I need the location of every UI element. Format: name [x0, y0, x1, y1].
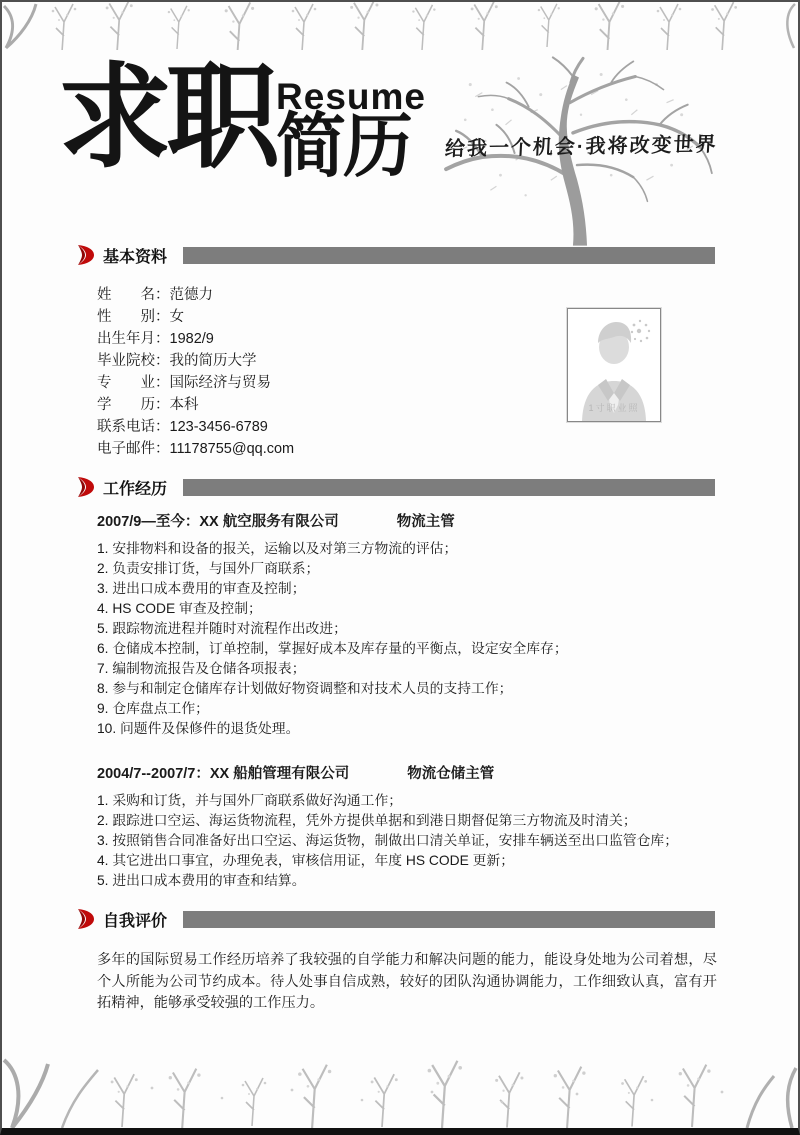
job-duty-item: 4. 其它进出口事宜，办理免表，审核信用证，年度 HS CODE 更新； [97, 853, 514, 868]
info-label: 学 历： [97, 397, 170, 413]
section-bar [183, 911, 715, 928]
red-arrow-icon [75, 476, 95, 498]
self-evaluation-text: 多年的国际贸易工作经历培养了我较强的自学能力和解决问题的能力，能设身处地为公司着想，尽个人所能为公司节约成本。待人处事自信成熟，较好的团队沟通协调能力，工作细致认真，富有开拓精神，能够承受较强的工作压力。 [97, 952, 717, 1011]
info-value: 本科 [169, 397, 199, 413]
info-row [97, 354, 294, 369]
job-duty-item: 4. HS CODE 审查及控制； [97, 601, 262, 616]
basic-info-list [97, 288, 294, 464]
info-label: 毕业院校： [97, 353, 170, 369]
section-header-work-experience [75, 476, 715, 498]
job-heading [97, 762, 737, 783]
job-heading [97, 510, 737, 531]
title-en: Resume [276, 76, 426, 117]
job-role: 物流仓储主管 [407, 766, 495, 782]
info-value: 123-3456-6789 [169, 419, 268, 435]
info-label: 专 业： [97, 375, 170, 391]
job-duty-item: 6. 仓储成本控制，订单控制，掌握好成本及库存量的平衡点，设定安全库存； [97, 641, 568, 656]
info-row [97, 442, 294, 457]
info-value: 1982/9 [169, 331, 214, 347]
info-value: 我的简历大学 [169, 353, 257, 369]
slogan-calligraphy: 给我一个机会·我将改变世界 [444, 133, 719, 161]
job-duty-item: 1. 安排物料和设备的报关，运输以及对第三方物流的评估； [97, 541, 458, 556]
job-duty-item: 7. 编制物流报告及仓储各项报表； [97, 661, 306, 676]
job-entry-1 [97, 510, 737, 739]
job-company: XX 航空服务有限公司 [199, 514, 339, 530]
job-period: 2007/9—至今： [97, 514, 200, 530]
job-role: 物流主管 [396, 514, 455, 530]
top-branches-decoration [2, 2, 798, 50]
job-duty-item: 5. 跟踪物流进程并随时对流程作出改进； [97, 621, 347, 636]
person-silhouette-icon [568, 309, 660, 421]
info-value: 国际经济与贸易 [169, 375, 271, 391]
info-value: 11178755@qq.com [169, 441, 295, 457]
section-bar [183, 247, 715, 264]
title-cn-sub: 简历 [276, 107, 411, 185]
info-value: 范德力 [169, 287, 213, 303]
info-label: 电子邮件： [97, 441, 170, 457]
section-label: 基本资料 [103, 248, 168, 266]
section-label: 自我评价 [103, 912, 168, 930]
info-label: 性 别： [97, 309, 170, 325]
job-period: 2004/7--2007/7： [97, 766, 210, 782]
section-label: 工作经历 [103, 480, 168, 498]
resume-title-block [58, 51, 426, 185]
job-duty-item: 10. 问题件及保修件的退货处理。 [97, 721, 300, 736]
section-header-basic-info [75, 244, 715, 266]
section-bar [183, 479, 715, 496]
job-duty-item: 2. 负责安排订货，与国外厂商联系； [97, 561, 320, 576]
info-row [97, 310, 294, 325]
job-duty-list [97, 539, 737, 739]
info-value: 女 [169, 309, 184, 325]
job-duty-item: 3. 进出口成本费用的审查及控制； [97, 581, 306, 596]
info-row [97, 376, 294, 391]
job-duty-item: 3. 按照销售合同准备好出口空运、海运货物，制做出口清关单证，安排车辆送至出口监管仓库； [97, 833, 679, 848]
info-row [97, 420, 294, 435]
bottom-branches-decoration [2, 1048, 798, 1128]
job-duty-item: 1. 采购和订货，并与国外厂商联系做好沟通工作； [97, 793, 403, 808]
job-duty-item: 8. 参与和制定仓储库存计划做好物资调整和对技术人员的支持工作； [97, 681, 513, 696]
job-duty-list [97, 791, 737, 891]
info-label: 姓 名： [97, 287, 170, 303]
section-header-self-evaluation [75, 908, 715, 930]
photo-caption: 1寸职业照 [588, 403, 640, 413]
red-arrow-icon [75, 244, 95, 266]
info-row [97, 288, 294, 303]
red-arrow-icon [75, 908, 95, 930]
info-row [97, 332, 294, 347]
job-duty-item: 5. 进出口成本费用的审查和结算。 [97, 873, 306, 888]
job-company: XX 船舶管理有限公司 [209, 766, 350, 782]
info-label: 出生年月： [97, 331, 170, 347]
info-label: 联系电话： [97, 419, 170, 435]
job-entry-2 [97, 762, 737, 891]
info-row [97, 398, 294, 413]
job-duty-item: 9. 仓库盘点工作； [97, 701, 209, 716]
title-cn-main: 求职 [58, 51, 275, 184]
id-photo-placeholder [567, 308, 661, 422]
job-duty-item: 2. 跟踪进口空运、海运货物流程，凭外方提供单据和到港日期督促第三方物流及时清关； [97, 813, 637, 828]
